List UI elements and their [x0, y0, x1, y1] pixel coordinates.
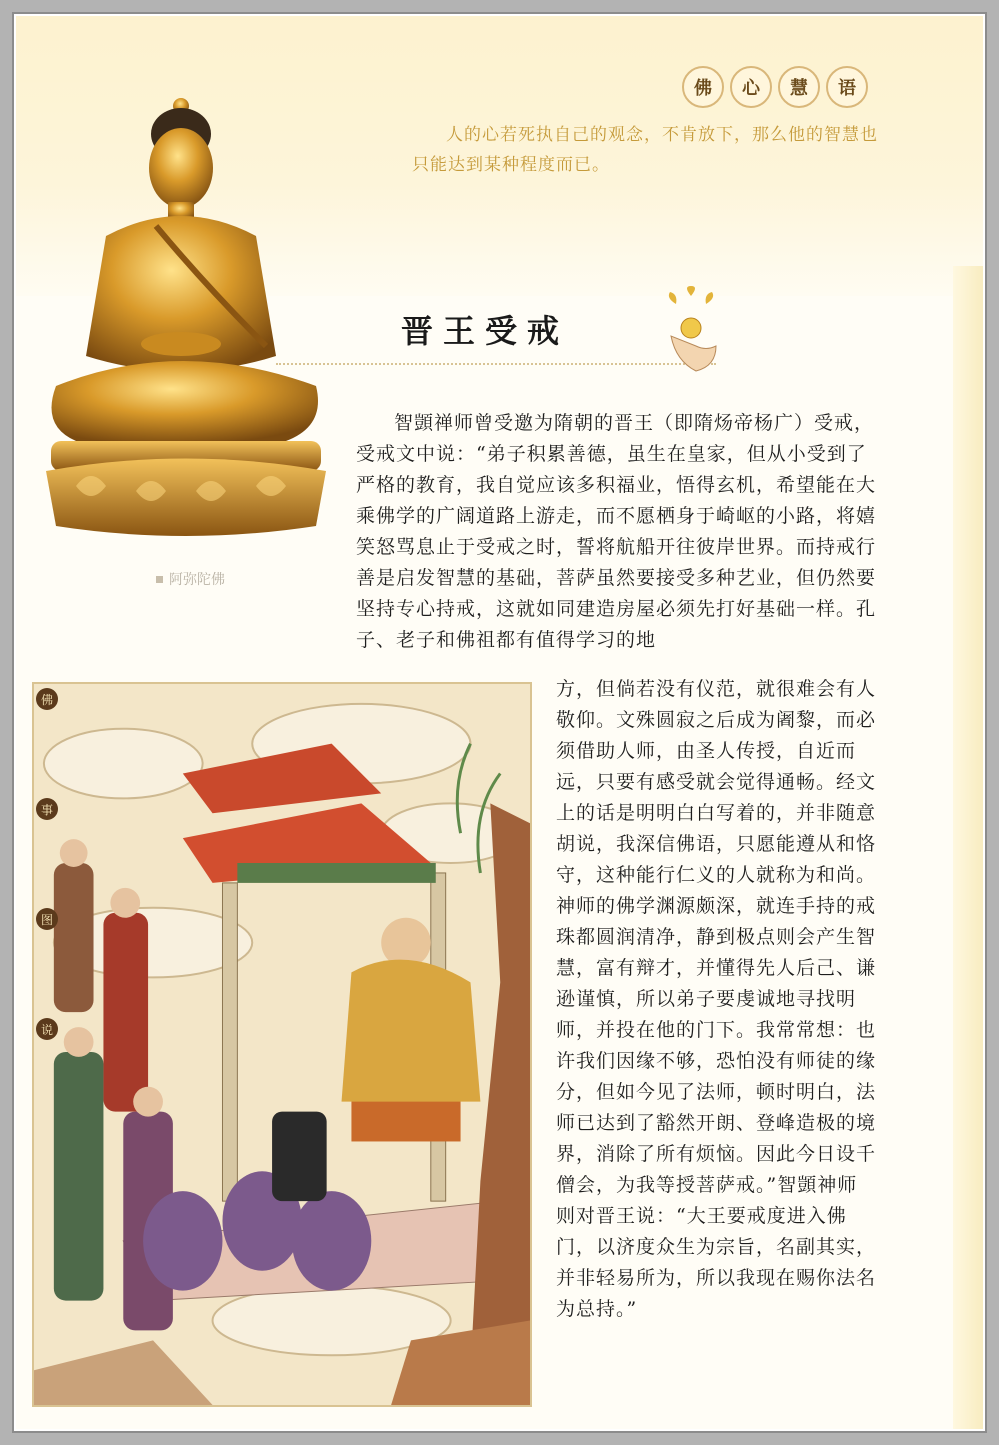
quote-text: 人的心若死执自己的观念，不肯放下，那么他的智慧也只能达到某种程度而已。 [412, 125, 878, 175]
badge: 佛 [682, 66, 724, 108]
article-paragraph-side [556, 674, 876, 1325]
caption-text: 阿弥陀佛 [169, 572, 225, 588]
quote-block [412, 120, 882, 180]
badge: 慧 [778, 66, 820, 108]
side-tabs [36, 688, 58, 1040]
lotus-hand-icon [656, 286, 726, 376]
badge: 语 [826, 66, 868, 108]
side-tab: 说 [36, 1018, 58, 1040]
figure-caption [156, 569, 225, 589]
page-edge-band [953, 266, 983, 1429]
badge: 心 [730, 66, 772, 108]
side-tab: 事 [36, 798, 58, 820]
article-paragraph-top [356, 408, 876, 656]
caption-marker-icon [156, 576, 163, 583]
side-tab: 图 [36, 908, 58, 930]
section-badges [682, 66, 868, 108]
article-title: 晋王受戒 [401, 312, 570, 350]
temple-ceremony-painting [32, 682, 532, 1407]
article-text: 智顗禅师曾受邀为隋朝的晋王（即隋炀帝杨广）受戒，受戒文中说：“弟子积累善德，虽生在皇家，但从小受到了严格的教育，我自觉应该多积福业，悟得玄机，希望能在大乘佛学的广阔道路上游走，而不愿栖身于崎岖的小路，将嬉笑怒骂息止于受戒之时，誓将航船开往彼岸世界。而持戒行善是启发智慧的基础，菩萨虽然要接受多种艺业，但仍然要坚持专心持戒，这就如同建造房屋必须先打好基础一样。孔子、老子和佛祖都有值得学习的地 [356, 412, 877, 651]
article-text: 方，但倘若没有仪范，就很难会有人敬仰。文殊圆寂之后成为阇黎，而必须借助人师，由圣人传授，自近而远，只要有感受就会觉得通畅。经文上的话是明明白白写着的，并非随意胡说，我深信佛语，只愿能遵从和恪守，这种能行仁义的人就称为和尚。神师的佛学渊源颇深，就连手持的戒珠都圆润清净，静到极点则会产生智慧，富有辩才，并懂得先人后己、谦逊谨慎，所以弟子要虔诚地寻找明师，并投在他的门下。我常常想：也许我们因缘不够，恐怕没有师徒的缘分，但如今见了法师，顿时明白，法师已达到了豁然开朗、登峰造极的境界，消除了所有烦恼。因此今日设千僧会，为我等授菩萨戒。”智顗神师则对晋王说：“大王要戒度进入佛门，以济度众生为宗旨，名副其实，并非轻易所为，所以我现在赐你法名为总持。” [556, 678, 877, 1320]
page [16, 16, 983, 1429]
title-divider [276, 363, 716, 365]
side-tab: 佛 [36, 688, 58, 710]
